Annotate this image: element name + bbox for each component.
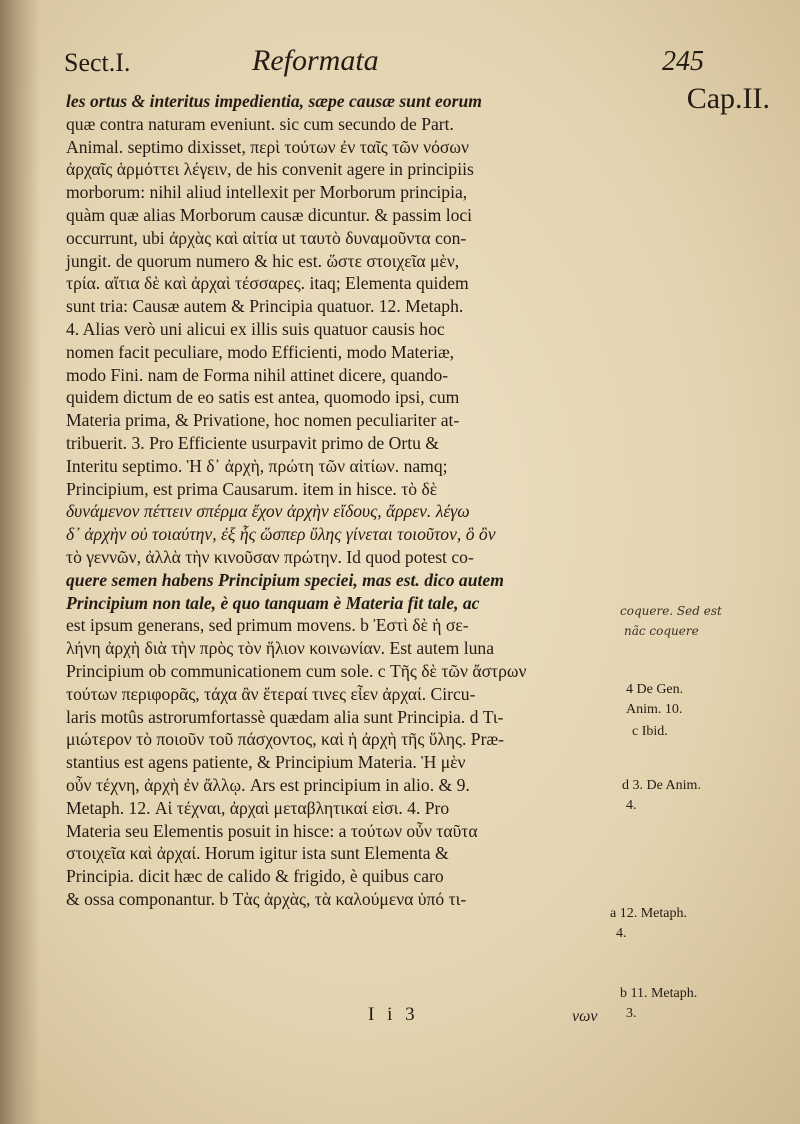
chapter-label: Cap.II. — [686, 82, 770, 115]
text-line: Principia. dicit hæc de calido & frigido, è quibus caro — [66, 866, 444, 887]
margin-note: c Ibid. — [632, 724, 668, 739]
text-line: est ipsum generans, sed primum movens. b Ἐστὶ δὲ ἡ σε- — [66, 615, 469, 636]
signature-mark: I i 3 — [368, 1004, 419, 1025]
text-line: Metaph. 12. Αἱ τέχναι, ἀρχαὶ μεταβλητικαί εἰσι. 4. Pro — [66, 797, 450, 818]
text-line: nomen facit peculiare, modo Efficienti, modo Materiæ, — [66, 341, 455, 362]
text-line: Animal. septimo dixisset, περὶ τούτων ἐν ταῖς τῶν νόσων — [66, 136, 469, 157]
page-number: 245 — [662, 46, 704, 77]
text-line: modo Fini. nam de Forma nihil attinet dicere, quando- — [66, 364, 449, 385]
handwritten-note: coquere. Sed est — [620, 604, 722, 618]
text-line: tribuerit. 3. Pro Efficiente usurpavit primo de Ortu & — [66, 432, 439, 453]
text-line: μιώτερον τὸ ποιοῦν τοῦ πάσχοντος, καὶ ἡ ἀρχὴ τῆς ὕλης. Præ- — [66, 729, 505, 750]
book-gutter — [0, 0, 40, 1124]
text-line: δυνάμενον πέττειν σπέρμα ἔχον ἀρχὴν εἴδους, ἄρρεν. λέγω — [66, 501, 470, 522]
text-line: quæ contra naturam eveniunt. sic cum secundo de Part. — [66, 113, 454, 134]
text-line: δ᾽ ἀρχὴν οὐ τοιαύτην, ἐξ ἧς ὥσπερ ὕλης γίνεται τοιοῦτον, ὃ ὂν — [66, 524, 496, 545]
text-line: morborum: nihil aliud intellexit per Morborum principia, — [66, 182, 468, 203]
text-line: Interitu septimo. Ἡ δ᾽ ἀρχὴ, πρώτη τῶν αἰτίων. namq; — [66, 455, 448, 476]
handwritten-note: nãc coquere — [624, 624, 699, 638]
text-line: λήνη ἀρχὴ διὰ τὴν πρὸς τὸν ἥλιον κοινωνίαν. Est autem luna — [66, 638, 495, 659]
main-text — [66, 90, 618, 911]
text-line: Materia prima, & Privatione, hoc nomen peculiariter at- — [66, 410, 460, 431]
text-line: les ortus & interitus impedientia, sæpe causæ sunt eorum — [66, 91, 482, 111]
text-line: laris motûs astrorumfortassè quædam alia sunt Principia. d Τι- — [66, 706, 504, 727]
catchword: νων — [572, 1008, 598, 1025]
text-line: quere semen habens Principium speciei, mas est. dico autem — [66, 569, 504, 590]
text-line: Principium non tale, è quo tanquam è Materia fit tale, ac — [66, 592, 480, 613]
margin-note: b 11. Metaph. — [620, 986, 698, 1001]
text-line: Principium, est prima Causarum. item in hisce. τὸ δὲ — [66, 478, 438, 499]
text-line: jungit. de quorum numero & hic est. ὥστε στοιχεῖα μὲν, — [66, 250, 460, 271]
text-line: 4. Alias verò uni alicui ex illis suis quatuor causis hoc — [66, 318, 445, 339]
text-line: stantius est agens patiente, & Principium Materia. Ἡ μὲν — [66, 752, 466, 773]
text-line: οὖν τέχνη, ἀρχὴ ἐν ἄλλῳ. Ars est principium in alio. & 9. — [66, 774, 470, 795]
section-label: Sect.I. — [64, 48, 131, 77]
margin-note: 4. — [626, 798, 637, 813]
text-line: Materia seu Elementis posuit in hisce: a τούτων οὖν ταῦτα — [66, 820, 478, 841]
text-line: quàm quæ alias Morborum causæ dicuntur. & passim loci — [66, 204, 473, 225]
margin-note: d 3. De Anim. — [622, 778, 701, 793]
text-line: ἀρχαῖς ἁρμόττει λέγειν, de his convenit agere in principiis — [66, 159, 474, 180]
margin-note: 4. — [616, 926, 627, 941]
text-line: τὸ γεννῶν, ἀλλὰ τὴν κινοῦσαν πρώτην. Id quod potest co- — [66, 546, 474, 567]
running-title: Reformata — [252, 44, 379, 77]
text-line: τούτων περιφορᾶς, τάχα ἂν ἕτεραί τινες εἶεν ἀρχαί. Circu- — [66, 683, 476, 704]
text-line: quidem dictum de eo satis est antea, quomodo ipsi, cum — [66, 387, 460, 408]
text-line: & ossa componantur. b Τὰς ἀρχὰς, τὰ καλούμενα ὑπό τι- — [66, 888, 467, 909]
text-line: occurrunt, ubi ἀρχὰς καὶ αἰτία ut ταυτὸ δυναμοῦντα con- — [66, 227, 467, 248]
text-line: Principium ob communicationem cum sole. c Τῆς δὲ τῶν ἄστρων — [66, 660, 527, 681]
margin-note: Anim. 10. — [626, 702, 683, 717]
margin-note: 4 De Gen. — [626, 682, 684, 697]
text-line: sunt tria: Causæ autem & Principia quatuor. 12. Metaph. — [66, 296, 464, 317]
margin-note: 3. — [626, 1006, 637, 1021]
text-line: τρία. αἴτια δὲ καὶ ἀρχαὶ τέσσαρες. itaq; Elementa quidem — [66, 273, 469, 294]
margin-note: a 12. Metaph. — [610, 906, 687, 921]
text-line: στοιχεῖα καὶ ἀρχαί. Horum igitur ista sunt Elementa & — [66, 843, 449, 864]
